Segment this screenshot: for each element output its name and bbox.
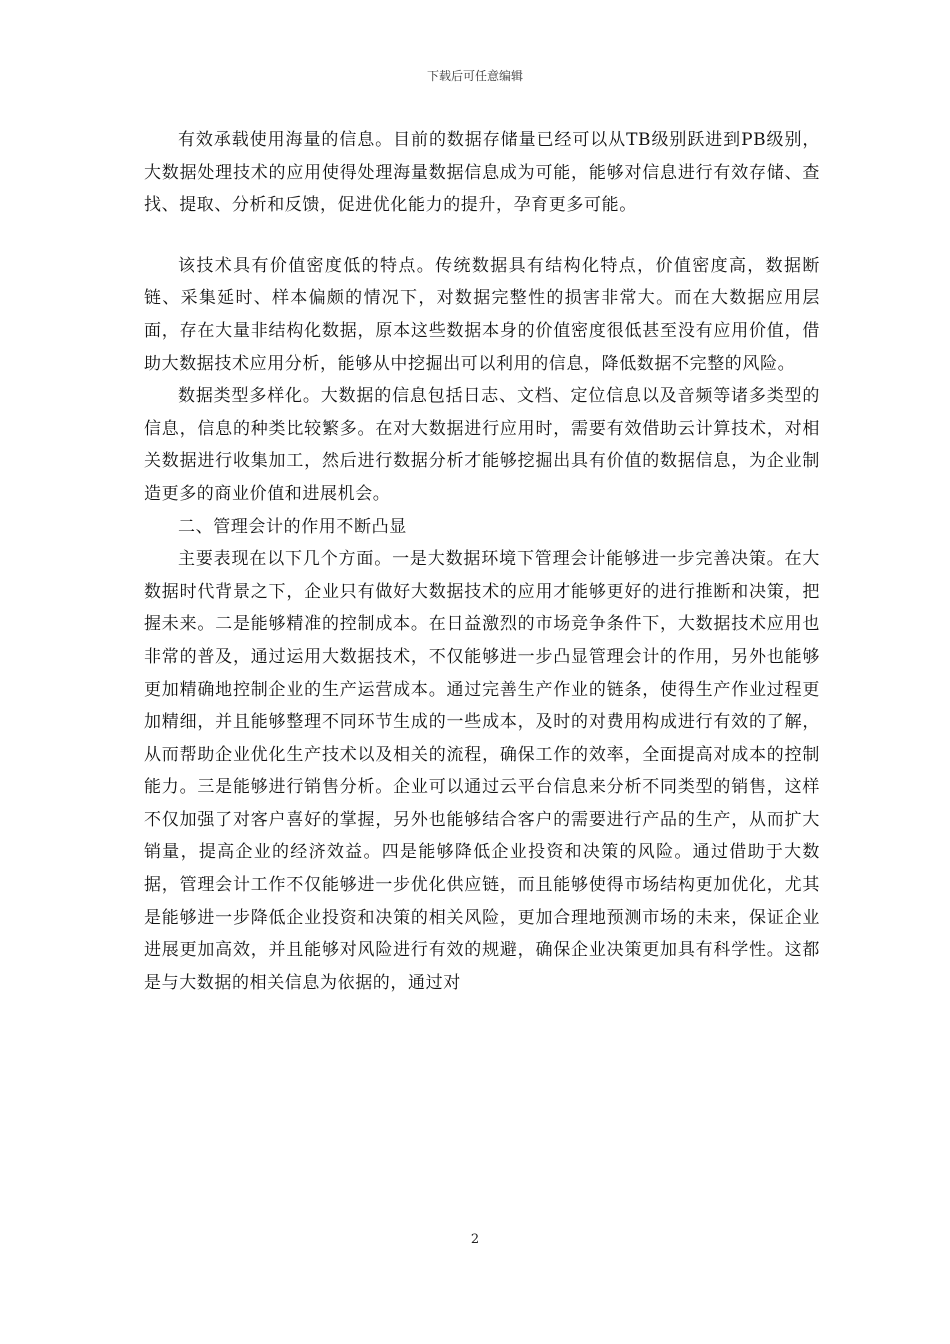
paragraph-data-types: 数据类型多样化。大数据的信息包括日志、文档、定位信息以及音频等诸多类型的信息，信息的种类比较繁多。在对大数据进行应用时，需要有效借助云计算技术，对相关数据进行收集加工，然后进行数据分析才能够挖掘出具有价值的数据信息，为企业制造更多的商业价值和进展机会。 [144, 386, 820, 504]
page-header: 下载后可任意编辑 [426, 69, 523, 83]
paragraph-storage: 有效承载使用海量的信息。目前的数据存储量已经可以从TB级别跃进到PB级别，大数据处理技术的应用使得处理海量数据信息成为可能，能够对信息进行有效存储、查找、提取、分析和反馈，促进优化能力的提升，孕育更多可能。 [144, 130, 820, 216]
page-number: 2 [470, 1232, 480, 1247]
document-body [144, 124, 820, 999]
paragraph-value-density: 该技术具有价值密度低的特点。传统数据具有结构化特点，价值密度高，数据断链、采集延时、样本偏颇的情况下，对数据完整性的损害非常大。而在大数据应用层面，存在大量非结构化数据，原本这些数据本身的价值密度很低甚至没有应用价值，借助大数据技术应用分析，能够从中挖掘出可以利用的信息，降低数据不完整的风险。 [144, 255, 820, 374]
paragraph-gap [144, 222, 820, 250]
paragraph-main-aspects: 主要表现在以下几个方面。一是大数据环境下管理会计能够进一步完善决策。在大数据时代背景之下，企业只有做好大数据技术的应用才能够更好的进行推断和决策，把握未来。二是能够精准的控制成本。在日益激烈的市场竞争条件下，大数据技术应用也非常的普及，通过运用大数据技术，不仅能够进一步凸显管理会计的作用，另外也能够更加精确地控制企业的生产运营成本。通过完善生产作业的链条，使得生产作业过程更加精细，并且能够整理不同环节生成的一些成本，及时的对费用构成进行有效的了解，从而帮助企业优化生产技术以及相关的流程，确保工作的效率，全面提高对成本的控制能力。三是能够进行销售分析。企业可以通过云平台信息来分析不同类型的销售，这样不仅加强了对客户喜好的掌握，另外也能够结合客户的需要进行产品的生产，从而扩大销量，提高企业的经济效益。四是能够降低企业投资和决策的风险。通过借助于大数据，管理会计工作不仅能够进一步优化供应链，而且能够使得市场结构更加优化，尤其是能够进一步降低企业投资和决策的相关风险，更加合理地预测市场的未来，保证企业进展更加高效，并且能够对风险进行有效的规避，确保企业决策更加具有科学性。这都是与大数据的相关信息为依据的，通过对 [144, 549, 820, 993]
section-heading: 二、管理会计的作用不断凸显 [178, 516, 407, 537]
